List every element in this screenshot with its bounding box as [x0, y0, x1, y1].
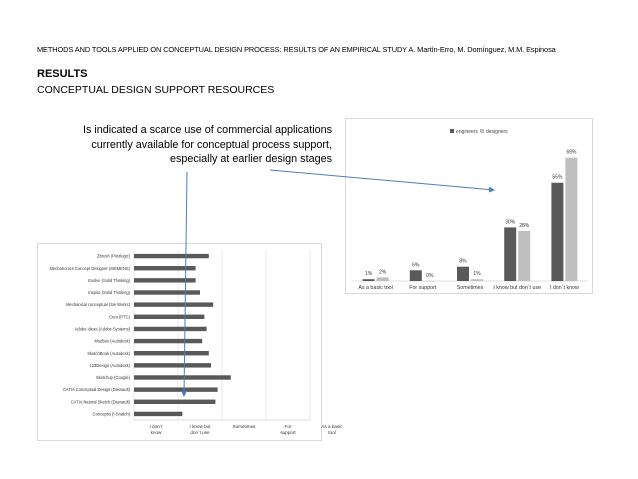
category-label-1: Mechatronics Concept Designer (SIEMENS): [49, 265, 130, 271]
data-label-designers-1: 0%: [426, 273, 434, 279]
arrow-to-left-chart: [184, 172, 187, 396]
category-label-1: For support: [409, 285, 437, 291]
data-label-engineers-1: 6%: [412, 262, 420, 269]
category-label-9: 123Design (Autodesk): [89, 362, 130, 368]
category-label-8: SketchBook (Autodesk): [87, 350, 130, 356]
data-label-designers-4: 69%: [566, 149, 577, 156]
arrow-to-right-chart: [270, 170, 494, 190]
x-tick-label-4: As a basic tool: [321, 424, 343, 435]
category-label-12: CATIA Natural Sketch (Dassault): [70, 399, 130, 405]
category-label-13: Conceptis (I-Snatch): [92, 411, 130, 417]
category-label-0: Zbrush (Pixologic): [97, 253, 130, 259]
data-label-engineers-4: 55%: [552, 174, 563, 181]
category-label-10: Sketchup (Google): [95, 375, 130, 381]
category-label-2: Evolve (Solid Thinking): [88, 277, 130, 283]
category-label-2: Sometimes: [456, 285, 484, 291]
annotation-note: Is indicated a scarce use of commercial applications currently available for conceptual process support, especially at earlier design stages: [82, 124, 332, 165]
category-label-11: CATIA Conceptual Design (Dassault): [62, 387, 130, 393]
x-tick-label-3: For support: [280, 424, 296, 435]
category-label-3: Inspire (Solid Thinking): [88, 290, 130, 296]
category-label-6: Adobe ideas (Adobe Systems): [74, 326, 130, 332]
x-tick-label-0: I don´t know: [149, 424, 163, 435]
data-label-engineers-2: 8%: [459, 258, 467, 265]
category-label-4: I don´t know: [549, 285, 579, 291]
category-label-7: Mudbox (Autodesk): [94, 338, 130, 344]
x-tick-label-1: I know but don´t use: [189, 424, 211, 435]
section-title: RESULTS: [37, 68, 88, 80]
header-citation: METHODS AND TOOLS APPLIED ON CONCEPTUAL DESIGN PROCESS: RESULTS OF AN EMPIRICAL STUDY A. Martín-Erro, M. Domínguez, M.M. Espinosa: [37, 45, 556, 54]
legend-label-engineers: engineers: [456, 129, 478, 135]
legend-label-designers: designers: [486, 129, 508, 135]
category-label-3: I know but don´t use: [493, 285, 542, 291]
data-label-designers-0: 2%: [378, 269, 387, 276]
data-label-designers-3: 28%: [519, 222, 530, 229]
data-label-engineers-0: 1%: [364, 271, 373, 278]
x-tick-label-2: Sometimes: [232, 424, 256, 429]
data-label-designers-2: 1%: [473, 271, 481, 278]
category-label-4: Mechanical conceptual (Sw Works): [66, 302, 130, 308]
category-label-0: As a basic tool: [358, 285, 393, 291]
section-subtitle: CONCEPTUAL DESIGN SUPPORT RESOURCES: [37, 84, 275, 96]
category-label-5: Creo (PTC): [109, 314, 130, 320]
data-label-engineers-3: 30%: [505, 219, 516, 226]
